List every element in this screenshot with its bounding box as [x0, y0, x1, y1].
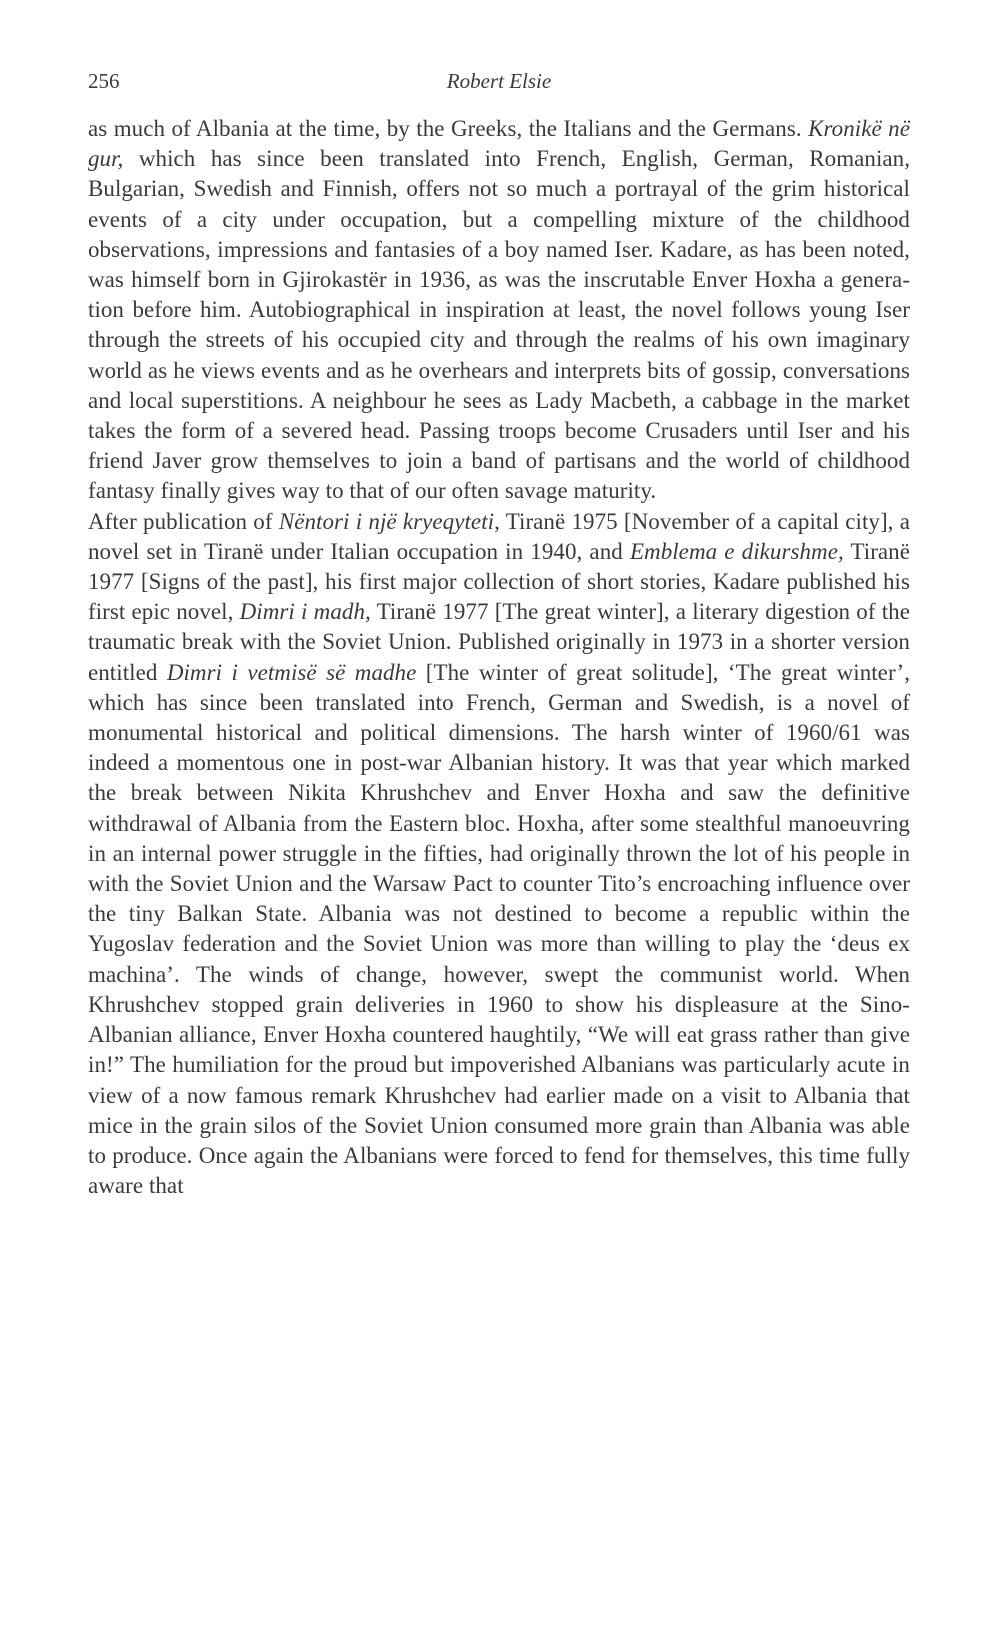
- paragraph-2: [88, 507, 910, 1202]
- text-run: which has since been translated into French, English, German, Romanian, Bulgarian, Swedish and Finnish, offers not so much a portrayal of the grim historical events of a city under occupation, but a compelling mixture of the childhood observations, impressions and fantasies of a boy named Iser. Kadare, as has been noted, was himself born in Gjirokastër in 1936, as was the inscrutable Enver Hoxha a generation before him. Autobiographical in inspiration at least, the novel follows young Iser through the streets of his occupied city and through the realms of his own imaginary world as he views events and as he overhears and interprets bits of gossip, conversations and local superstitions. A neighbour he sees as Lady Macbeth, a cabbage in the market takes the form of a severed head. Passing troops become Crusaders until Iser and his friend Javer grow themselves to join a band of partisans and the world of childhood fantasy finally gives way to that of our often savage maturity.: [88, 146, 910, 504]
- page-number: 256: [88, 69, 120, 93]
- running-head: [88, 66, 910, 96]
- text-run: as much of Albania at the time, by the Greeks, the Italians and the Germans.: [88, 116, 809, 141]
- text-run: Tiranë 1977 [The great winter], a literary digestion of the traumatic break with the Soviet Union. Published originally in 1973 in a shorter version entitled: [88, 599, 910, 685]
- running-title: Robert Elsie: [446, 69, 552, 93]
- paragraph-1: [88, 114, 910, 507]
- book-page: [88, 66, 910, 1201]
- italic-title: Dimri i vetmisë së madhe: [166, 659, 417, 685]
- text-run: Tiranë 1977 [Signs of the past], his first major collection of short stories, Kadare published his first epic novel,: [88, 538, 910, 625]
- italic-title: Emblema e dikurshme,: [629, 538, 844, 564]
- body-text: [88, 114, 910, 1201]
- italic-title: Nëntori i një kryeqyteti,: [278, 508, 500, 534]
- italic-title: Kronikë në gur,: [88, 116, 910, 172]
- text-run: [The winter of great solitude], ‘The great winter’, which has since been translated into French, German and Swedish, is a novel of monumental historical and political dimensions. The harsh winter of 1960/61 was indeed a momentous one in post-war Albanian history. It was that year which marked the break between Nikita Khrushchev and Enver Hoxha and saw the definitive withdrawal of Albania from the Eastern bloc. Hoxha, after some stealthful manoeuvring in an internal power struggle in the fifties, had originally thrown the lot of his people in with the Soviet Union and the Warsaw Pact to counter Tito’s encroaching influence over the tiny Balkan State. Albania was not destined to become a republic within the Yugoslav federation and the Soviet Union was more than willing to play the ‘deus ex machina’. The winds of change, however, swept the communist world. When Khrushchev stopped grain deliveries in 1960 to show his displeasure at the Sino-Albanian alliance, Enver Hoxha countered haughtily, “We will eat grass rather than give in!” The humiliation for the proud but impoverished Albanians was particularly acute in view of a now famous remark Khrushchev had earlier made on a visit to Albania that mice in the grain silos of the Soviet Union consumed more grain than Albania was able to produce. Once again the Albanians were forced to fend for themselves, this time fully aware that: [88, 659, 911, 1199]
- text-run: Tiranë 1975 [November of a capital city], a novel set in Tiranë under Italian occupation in 1940, and: [88, 508, 910, 564]
- text-run: After publication of: [88, 508, 279, 534]
- italic-title: Dimri i madh,: [239, 599, 371, 625]
